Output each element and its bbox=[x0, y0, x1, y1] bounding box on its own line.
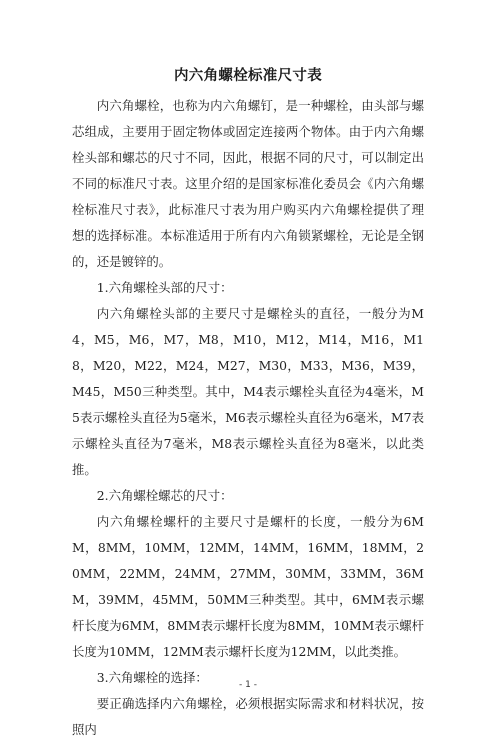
document-title: 内六角螺栓标准尺寸表 bbox=[174, 68, 322, 84]
selection-paragraph: 要正确选择内六角螺栓，必须根据实际需求和材料状况，按照内 bbox=[72, 696, 424, 737]
document-body bbox=[72, 93, 424, 743]
shank-size-paragraph: 内六角螺栓螺杆的主要尺寸是螺杆的长度，一般分为6MM，8MM，10MM，12MM，14MM，16MM，18MM，20MM，22MM，24MM，27MM，30MM，33MM，36MM，39MM，45MM，50MM三种类型。其中，6MM表示螺杆长度为6MM，8MM表示螺杆长度为8MM，10MM表示螺杆长度为10MM，12MM表示螺杆长度为12MM，以此类推。 bbox=[72, 514, 424, 659]
section-heading-selection: 3.六角螺栓的选择： bbox=[96, 670, 208, 685]
section-heading-head-size: 1.六角螺栓头部的尺寸： bbox=[96, 280, 233, 295]
intro-paragraph: 内六角螺栓，也称为内六角螺钉，是一种螺栓，由头部与螺芯组成，主要用于固定物体或固定连接两个物体。由于内六角螺栓头部和螺芯的尺寸不同，因此，根据不同的尺寸，可以制定出不同的标准尺寸表。这里介绍的是国家标准化委员会《内六角螺栓标准尺寸表》，此标准尺寸表为用户购买内六角螺栓提供了理想的选择标准。本标准适用于所有内六角锁紧螺栓，无论是全钢的，还是镀锌的。 bbox=[72, 98, 424, 269]
page-number: - 1 - bbox=[239, 680, 257, 690]
head-size-paragraph: 内六角螺栓头部的主要尺寸是螺栓头的直径，一般分为M4，M5，M6，M7，M8，M10，M12，M14，M16，M18，M20，M22，M24，M27，M30，M33，M36，M39，M45，M50三种类型。其中，M4表示螺栓头直径为4毫米，M5表示螺栓头直径为5毫米，M6表示螺栓头直径为6毫米，M7表示螺栓头直径为7毫米，M8表示螺栓头直径为8毫米，以此类推。 bbox=[72, 306, 424, 477]
section-heading-shank-size: 2.六角螺栓螺芯的尺寸： bbox=[96, 488, 233, 503]
